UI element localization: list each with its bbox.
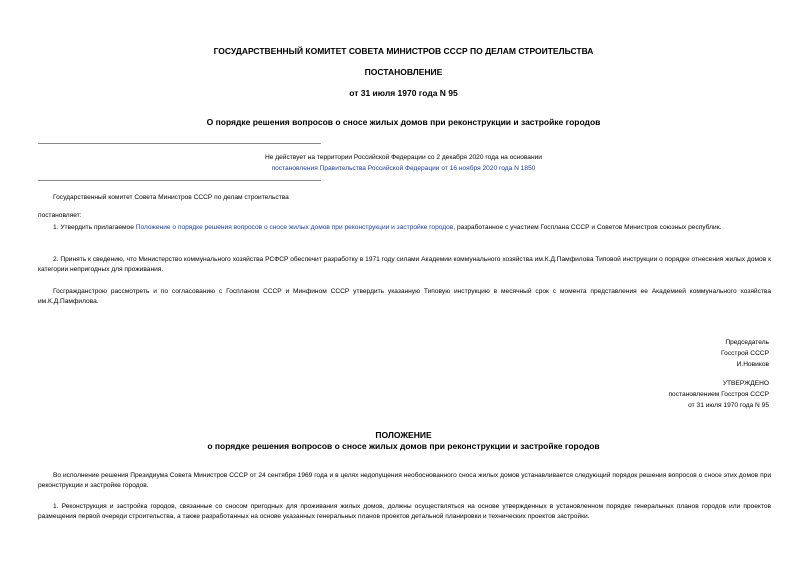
signature-name: И.Новиков [736,361,769,368]
regulation-subtitle: о порядке решения вопросов о сносе жилых домов при реконструкции и застройке городов [207,441,600,451]
item-3-paragraph [38,287,771,307]
regulation-paragraph-1 [38,502,771,522]
item-1-prefix: 1. Утвердить прилагаемое [53,224,136,231]
item-1-suffix: , разработанное с участием Госплана СССР и Советов Министров союзных республик. [453,224,722,231]
status-repeal-link[interactable]: постановления Правительства Российской Федерации от 16 ноября 2020 года N 1850 [271,165,536,172]
status-bottom-divider [38,180,321,181]
issuer-text: Государственный комитет Совета Министров СССР по делам строительства [53,194,289,201]
item-1-paragraph [38,223,771,233]
regulation-title: ПОЛОЖЕНИЕ [375,430,432,440]
regulation-paragraph-intro [38,471,771,491]
document-subject: О порядке решения вопросов о сносе жилых домов при реконструкции и застройке городов [206,117,601,127]
signature-title: Председатель [725,339,769,346]
document-type-heading: ПОСТАНОВЛЕНИЕ [364,67,443,77]
approval-date: от 31 июля 1970 года N 95 [688,402,769,409]
signature-org: Госстрой СССР [721,350,769,357]
committee-heading: ГОСУДАРСТВЕННЫЙ КОМИТЕТ СОВЕТА МИНИСТРОВ СССР ПО ДЕЛАМ СТРОИТЕЛЬСТВА [213,46,594,56]
status-top-divider [38,143,321,144]
item-3-text: Госгражданстрою рассмотреть и по согласованию с Госпланом СССР и Минфином СССР утвердить указанную Типовую инструкцию в месячный срок с момента представления ее Академией коммунального хозяйства им.К.Д.Памфилова. [38,288,771,305]
approval-by: постановлением Госстроя СССР [668,391,769,398]
regulation-intro-text: Во исполнение решения Президиума Совета Министров СССР от 24 сентября 1969 года и в целях недопущения необоснованного сноса жилых домов устанавливается следующий порядок решения вопросов о сносе этих домов при реконструкции и застройке городов. [38,472,771,489]
item-2-paragraph [38,255,771,275]
status-notice: Не действует на территории Российской Федерации со 2 декабря 2020 года на основании [265,154,542,161]
regulation-item-1-text: 1. Реконструкция и застройка городов, связанные со сносом пригодных для проживания жилых домов, должны осуществляться на основе утвержденных в установленном порядке генеральных планов городов или проектов размещения первой очереди строительства, а также разработанных на основе указанных генеральных планов проектов детальной планировки и технических проектов застройки. [38,503,771,520]
item-2-text: 2. Принять к сведению, что Министерство коммунального хозяйства РСФСР обеспечит разработку в 1971 году силами Академии коммунального хозяйства им.К.Д.Памфилова Типовой инструкции о порядке отнесения жилых домов к категории непригодных для проживания. [38,256,771,273]
resolves-text: постановляет: [38,212,82,219]
approval-label: УТВЕРЖДЕНО [722,380,769,387]
regulation-link[interactable]: Положение о порядке решения вопросов о сносе жилых домов при реконструкции и застройке городов [135,224,454,231]
document-date: от 31 июля 1970 года N 95 [349,88,458,98]
